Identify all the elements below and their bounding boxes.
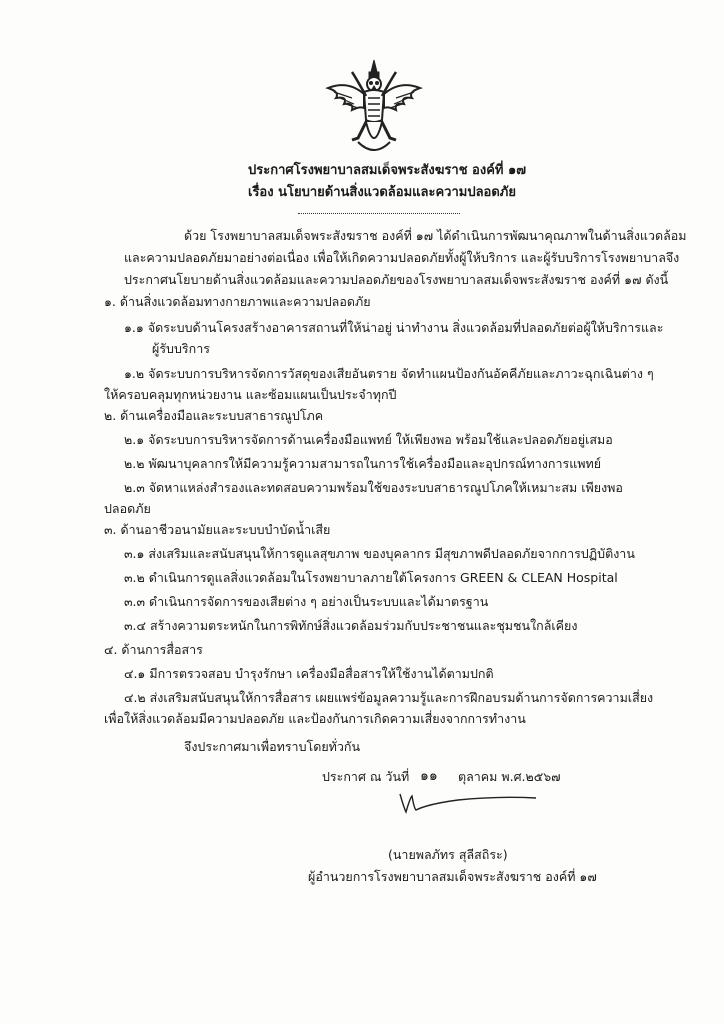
- item-1-2-line-2: ให้ครอบคลุมทุกหน่วยงาน และซ้อมแผนเป็นประจำทุกปี: [104, 387, 397, 402]
- item-4-2-line-2: เพื่อให้สิ่งแวดล้อมมีความปลอดภัย และป้องกันการเกิดความเสี่ยงจากการทำงาน: [104, 711, 526, 726]
- garuda-emblem-icon: [322, 58, 426, 158]
- title-divider: [298, 213, 460, 214]
- item-1-1-line-1: ๑.๑ จัดระบบด้านโครงสร้างอาคารสถานที่ให้น่าอยู่ น่าทำงาน สิ่งแวดล้อมที่ปลอดภัยต่อผู้ให้บริการและ: [124, 320, 664, 335]
- intro-line-3: ประกาศนโยบายด้านสิ่งแวดล้อมและความปลอดภัยของโรงพยาบาลสมเด็จพระสังฆราช องค์ที่ ๑๗ ดังนี้: [124, 272, 669, 287]
- signatory-position: ผู้อำนวยการโรงพยาบาลสมเด็จพระสังฆราช องค์ที่ ๑๗: [308, 869, 597, 884]
- item-4-2-line-1: ๔.๒ ส่งเสริมสนับสนุนให้การสื่อสาร เผยแพร่ข้อมูลความรู้และการฝึกอบรมด้านการจัดการความเสี่ยง: [124, 690, 654, 705]
- item-4-1: ๔.๑ มีการตรวจสอบ บำรุงรักษา เครื่องมือสื่อสารให้ใช้งานได้ตามปกติ: [124, 666, 494, 681]
- title-line-1: ประกาศโรงพยาบาลสมเด็จพระสังฆราช องค์ที่ ๑๗: [248, 163, 527, 178]
- date-month-year: ตุลาคม พ.ศ.๒๕๖๗: [458, 769, 561, 784]
- section-3-heading: ๓. ด้านอาชีวอนามัยและระบบบำบัดน้ำเสีย: [104, 522, 331, 537]
- section-4-heading: ๔. ด้านการสื่อสาร: [104, 642, 203, 657]
- date-prefix: ประกาศ ณ วันที่: [322, 769, 410, 784]
- item-1-1-line-2: ผู้รับบริการ: [152, 341, 210, 356]
- item-3-2: ๓.๒ ดำเนินการดูแลสิ่งแวดล้อมในโรงพยาบาลภายใต้โครงการ GREEN & CLEAN Hospital: [124, 570, 618, 585]
- title-line-2: เรื่อง นโยบายด้านสิ่งแวดล้อมและความปลอดภัย: [248, 185, 516, 200]
- intro-line-2: และความปลอดภัยมาอย่างต่อเนื่อง เพื่อให้เกิดความปลอดภัยทั้งผู้ให้บริการ และผู้รับบริการโรงพยาบาลจึง: [124, 250, 680, 265]
- item-2-1: ๒.๑ จัดระบบการบริหารจัดการด้านเครื่องมือแพทย์ ให้เพียงพอ พร้อมใช้และปลอดภัยอยู่เสมอ: [124, 432, 613, 447]
- signatory-name: (นายพลภัทร สุลีสถิระ): [388, 847, 508, 862]
- date-day: ๑๑: [420, 768, 438, 784]
- item-3-3: ๓.๓ ดำเนินการจัดการของเสียต่าง ๆ อย่างเป็นระบบและได้มาตรฐาน: [124, 594, 489, 609]
- item-3-4: ๓.๔ สร้างความตระหนักในการพิทักษ์สิ่งแวดล้อมร่วมกับประชาชนและชุมชนใกล้เคียง: [124, 618, 578, 633]
- item-3-1: ๓.๑ ส่งเสริมและสนับสนุนให้การดูแลสุขภาพ ของบุคลากร มีสุขภาพดีปลอดภัยจากการปฏิบัติงาน: [124, 546, 635, 561]
- intro-line-1: ด้วย โรงพยาบาลสมเด็จพระสังฆราช องค์ที่ ๑๗ ได้ดำเนินการพัฒนาคุณภาพในด้านสิ่งแวดล้อม: [184, 228, 687, 243]
- item-2-2: ๒.๒ พัฒนาบุคลากรให้มีความรู้ความสามารถในการใช้เครื่องมือและอุปกรณ์ทางการแพทย์: [124, 456, 602, 471]
- signature-icon: [398, 788, 538, 828]
- item-2-3-line-2: ปลอดภัย: [104, 501, 151, 516]
- section-1-heading: ๑. ด้านสิ่งแวดล้อมทางกายภาพและความปลอดภัย: [104, 294, 371, 309]
- item-1-2-line-1: ๑.๒ จัดระบบการบริหารจัดการวัสดุของเสียอันตราย จัดทำแผนป้องกันอัคคีภัยและภาวะฉุกเฉินต่าง ๆ: [124, 366, 654, 381]
- item-2-3-line-1: ๒.๓ จัดหาแหล่งสำรองและทดสอบความพร้อมใช้ของระบบสาธารณูปโภคให้เหมาะสม เพียงพอ: [124, 480, 623, 495]
- section-2-heading: ๒. ด้านเครื่องมือและระบบสาธารณูปโภค: [104, 408, 324, 423]
- closing-text: จึงประกาศมาเพื่อทราบโดยทั่วกัน: [184, 739, 361, 754]
